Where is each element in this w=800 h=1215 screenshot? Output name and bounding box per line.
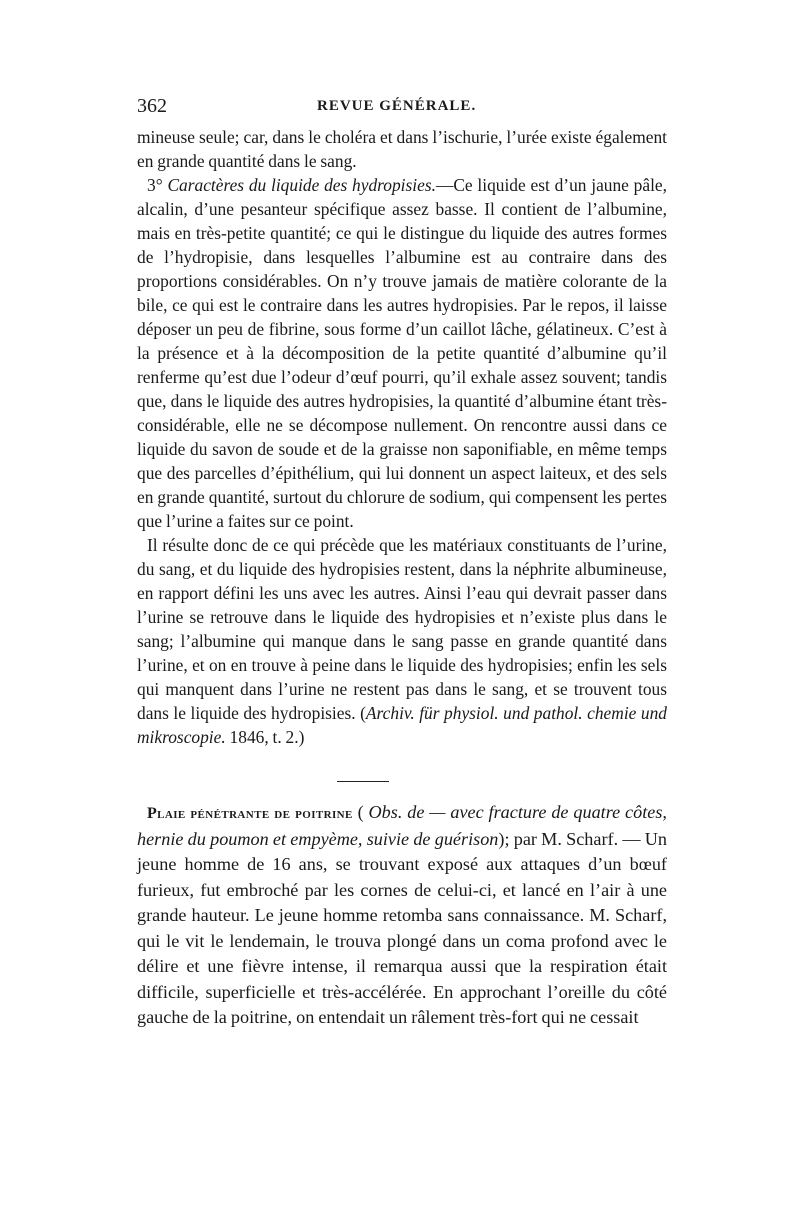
running-header	[137, 95, 667, 125]
paragraph-text: mineuse seule; car, dans le choléra et dans l’ischurie, l’urée existe également en grande quantité dans le sang.	[137, 127, 667, 171]
observation-section	[137, 800, 667, 1031]
journal-citation: Archiv. für physiol. und pathol. chemie und mikroscopie.	[137, 703, 667, 747]
paragraph-hydropisies	[137, 173, 667, 533]
book-page	[137, 95, 667, 1031]
page-number: 362	[137, 95, 167, 117]
close-paren: );	[498, 828, 510, 849]
section-divider	[337, 781, 389, 782]
paragraph-text: Il résulte donc de ce qui précède que les matériaux constituants de l’urine, du sang, et du liquide des hydropisies restent, dans la néphrite albumineuse, en rapport défini les uns avec les autres. Ainsi l’eau qui devrait passer dans l’urine se retrouve dans le liquide des hydropisies et n’existe plus dans le sang; l’albumine qui manque dans le sang passe en grande quantité dans l’urine, et on en trouve à peine dans le liquide des hydropisies; enfin les sels qui manquent dans l’urine ne restent pas dans le sang, et se trouvent tous dans le liquide des hydropisies. (	[137, 535, 667, 723]
running-title: REVUE GÉNÉRALE.	[317, 98, 477, 114]
observation-paragraph	[137, 800, 667, 1031]
main-text	[137, 125, 667, 749]
observation-subtitle: Obs. de — avec fracture de quatre côtes, hernie du poumon et empyème, suivie de guérison	[137, 802, 667, 849]
observation-title: Plaie pénétrante de poitrine	[147, 805, 353, 822]
citation-year: 1846, t. 2.)	[225, 727, 305, 747]
observation-body: par M. Scharf. — Un jeune homme de 16 ans, se trouvant exposé aux attaques d’un bœuf furieux, fut embroché par les cornes de celui-ci, et lancé en l’air à une grande hauteur. Le jeune homme retomba sans connaissance. M. Scharf, qui le vit le lendemain, le trouva plongé dans un coma profond avec le délire et une fièvre intense, il remarqua aussi que la respiration était difficile, superficielle et très-accélérée. En approchant l’oreille du côté gauche de la poitrine, on entendait un râlement très-fort qui ne cessait	[137, 828, 667, 1027]
section-number: 3°	[147, 175, 168, 195]
paragraph-text: —Ce liquide est d’un jaune pâle, alcalin, d’une pesanteur spécifique assez basse. Il contient de l’albumine, mais en très-petite quantité; ce qui le distingue du liquide des autres formes de l’hydropisie, dans lesquelles l’albumine est au contraire dans des proportions considérables. On n’y trouve jamais de matière colorante de la bile, ce qui est le contraire dans les autres hydropisies. Par le repos, il laisse déposer un peu de fibrine, sous forme d’un caillot lâche, gélatineux. C’est à la présence et à la décomposition de la petite quantité d’albumine qu’il renferme qu’est due l’odeur d’œuf pourri, qu’il exhale assez souvent; tandis que, dans le liquide des autres hydropisies, la quantité d’albumine étant très-considérable, elle ne se décompose nullement. On rencontre aussi dans ce liquide du savon de soude et de la graisse non saponifiable, en même temps que des parcelles d’épithélium, qui lui donnent un aspect laiteux, et des sels en grande quantité, surtout du chlorure de sodium, qui compensent les pertes que l’urine a faites sur ce point.	[137, 175, 667, 531]
paragraph-conclusion	[137, 533, 667, 749]
open-paren: (	[352, 802, 369, 822]
paragraph-continuation	[137, 125, 667, 173]
section-heading: Caractères du liquide des hydropisies.	[167, 175, 436, 195]
